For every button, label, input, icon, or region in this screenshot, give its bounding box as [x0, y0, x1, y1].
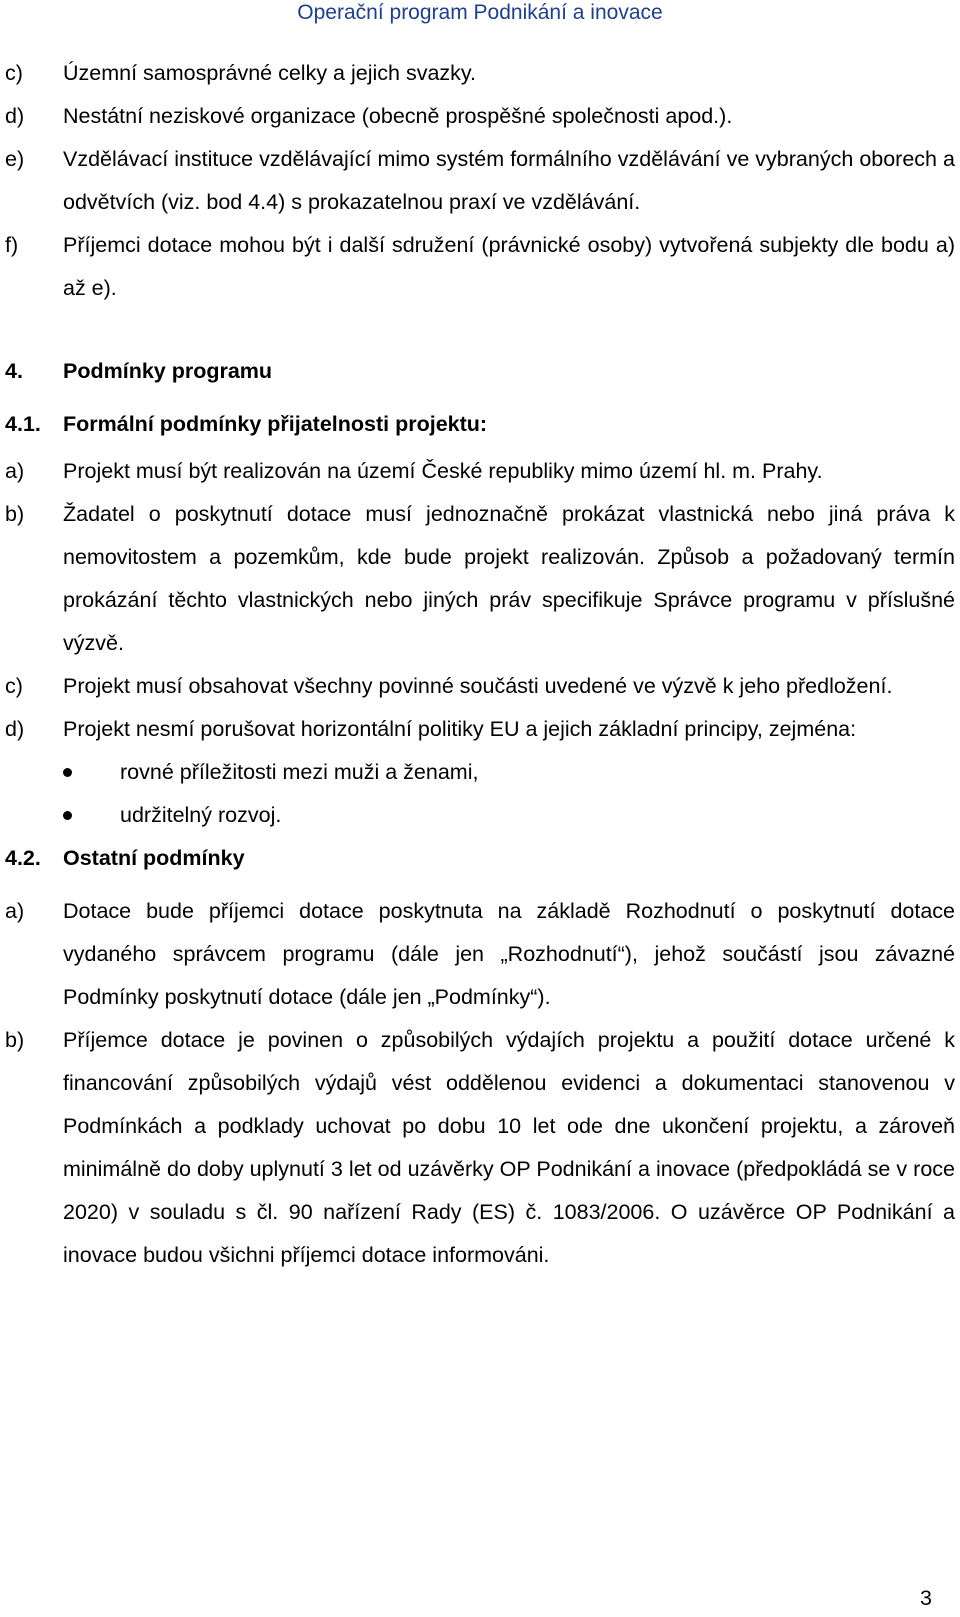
list-item — [0, 450, 955, 493]
item-label: e) — [5, 147, 25, 171]
item-text: Projekt nesmí porušovat horizontální politiky EU a jejich základní principy, zejména: — [63, 717, 857, 741]
item-text: Příjemci dotace mohou být i další sdružení (právnické osoby) vytvořená subjekty dle bodu a) až e). — [63, 233, 955, 300]
item-text: Projekt musí obsahovat všechny povinné součásti uvedené ve výzvě k jeho předložení. — [63, 674, 893, 698]
list-item — [0, 665, 955, 708]
section-number: 4.1. — [5, 412, 41, 436]
item-label: d) — [5, 104, 25, 128]
section-title: Formální podmínky přijatelnosti projektu: — [63, 412, 488, 436]
list-item — [0, 95, 955, 138]
item-label: d) — [5, 717, 25, 741]
section-title: Ostatní podmínky — [63, 846, 245, 870]
document-body — [0, 52, 960, 1277]
item-text: Projekt musí být realizován na území České republiky mimo území hl. m. Prahy. — [63, 459, 823, 483]
bullet-item — [0, 751, 960, 794]
item-label: c) — [5, 61, 23, 85]
item-label: a) — [5, 459, 25, 483]
item-text: Vzdělávací instituce vzdělávající mimo systém formálního vzdělávání ve vybraných oborech a odvětvích (viz. bod 4.4) s prokazatelnou praxí ve vzdělávání. — [63, 147, 955, 214]
list-item — [0, 493, 955, 665]
list-item — [0, 224, 955, 310]
list-item — [0, 1019, 955, 1277]
item-text: Dotace bude příjemci dotace poskytnuta na základě Rozhodnutí o poskytnutí dotace vydaného správcem programu (dále jen „Rozhodnutí“), jehož součástí jsou závazné Podmínky poskytnutí dotace (dále jen „Podmínky“). — [63, 899, 955, 1009]
section-number: 4.2. — [5, 846, 41, 870]
item-text: Žadatel o poskytnutí dotace musí jednoznačně prokázat vlastnická nebo jiná práva k nemovitostem a pozemkům, kde bude projekt realizován. Způsob a požadovaný termín prokázání těchto vlastnických nebo jiných práv specifikuje Správce programu v příslušné výzvě. — [63, 502, 955, 655]
section-4-2-heading — [0, 837, 960, 880]
item-text: Příjemce dotace je povinen o způsobilých výdajích projektu a použití dotace určené k financování způsobilých výdajů vést oddělenou evidenci a dokumentaci stanovenou v Podmínkách a podklady uchovat po dobu 10 let ode dne ukončení projektu, a zároveň minimálně do doby uplynutí 3 let od uzávěrky OP Podnikání a inovace (předpokládá se v roce 2020) v souladu s čl. 90 nařízení Rady (ES) č. 1083/2006. O uzávěrce OP Podnikání a inovace budou všichni příjemci dotace informováni. — [63, 1028, 955, 1267]
item-label: a) — [5, 899, 25, 923]
list-item — [0, 52, 955, 95]
item-label: b) — [5, 1028, 25, 1052]
bullet-icon — [63, 811, 72, 820]
item-text: Nestátní neziskové organizace (obecně prospěšné společnosti apod.). — [63, 104, 733, 128]
section-4-heading — [0, 350, 960, 393]
bullet-icon — [63, 768, 72, 777]
bullet-text: rovné příležitosti mezi muži a ženami, — [120, 760, 479, 784]
header-title: Operační program Podnikání a inovace — [297, 1, 663, 24]
section-4-1-heading — [0, 403, 960, 446]
section-number: 4. — [5, 359, 23, 383]
page-header — [0, 0, 960, 26]
item-label: f) — [5, 233, 19, 257]
bullet-text: udržitelný rozvoj. — [120, 803, 282, 827]
list-item — [0, 138, 955, 224]
item-text: Územní samosprávné celky a jejich svazky. — [63, 61, 477, 85]
item-label: c) — [5, 674, 23, 698]
item-label: b) — [5, 502, 25, 526]
bullet-item — [0, 794, 960, 837]
page-number: 3 — [920, 1586, 932, 1610]
section-title: Podmínky programu — [63, 359, 273, 383]
list-item — [0, 890, 955, 1019]
list-item — [0, 708, 955, 751]
